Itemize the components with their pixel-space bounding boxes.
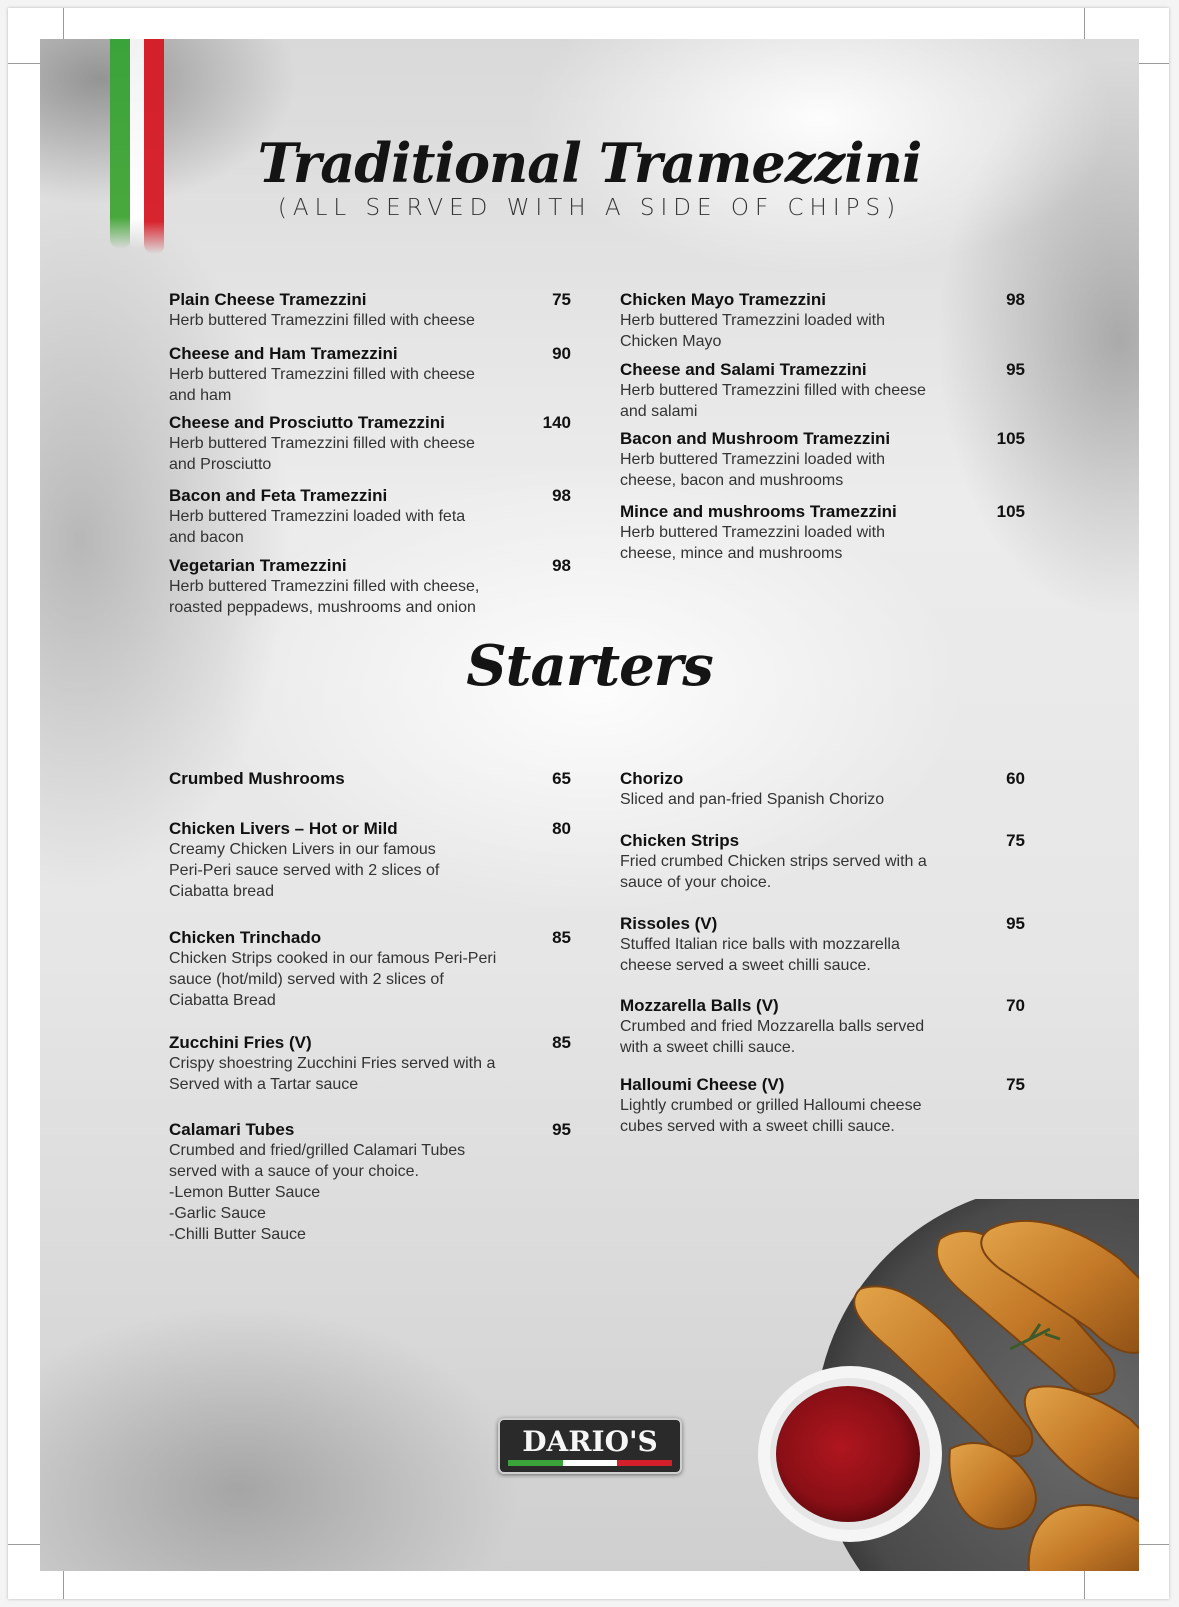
menu-item-price: 75	[552, 290, 571, 309]
menu-item-name: Cheese and Salami Tramezzini	[620, 360, 867, 379]
menu-item-chicken-livers-hot-or-mild	[169, 818, 571, 902]
description-line: cubes served with a sweet chilli sauce.	[620, 1118, 895, 1135]
description-line: Crumbed and fried Mozzarella balls served	[620, 1018, 925, 1035]
menu-item-name: Bacon and Mushroom Tramezzini	[620, 429, 891, 448]
menu-item-price: 80	[552, 819, 571, 838]
menu-item-price: 98	[552, 556, 571, 575]
menu-item-chicken-strips	[620, 830, 1025, 893]
menu-item-description	[169, 310, 571, 331]
menu-item-name: Mince and mushrooms Tramezzini	[620, 502, 897, 521]
menu-item-price: 85	[552, 1033, 571, 1052]
description-line: cheese, mince and mushrooms	[620, 545, 843, 562]
description-line: with a sweet chilli sauce.	[620, 1039, 796, 1056]
description-line: Herb buttered Tramezzini filled with cheese	[169, 435, 475, 452]
darios-logo	[498, 1418, 682, 1474]
menu-item-description	[620, 310, 1025, 352]
menu-item-bacon-and-mushroom-tramezzini	[620, 428, 1025, 491]
menu-item-plain-cheese-tramezzini	[169, 289, 571, 331]
menu-item-zucchini-fries-v	[169, 1032, 571, 1095]
menu-item-name: Zucchini Fries (V)	[169, 1033, 312, 1052]
menu-item-calamari-tubes	[169, 1119, 571, 1245]
starters-title: Starters	[466, 633, 713, 699]
menu-item-header	[620, 501, 1025, 522]
chicken-strips-photo	[730, 1199, 1139, 1571]
menu-item-description	[620, 1016, 1025, 1058]
menu-item-description	[169, 1053, 571, 1095]
menu-item-header	[169, 412, 571, 433]
description-line: Lightly crumbed or grilled Halloumi cheese	[620, 1097, 922, 1114]
description-line: roasted peppadews, mushrooms and onion	[169, 599, 476, 616]
menu-item-name: Halloumi Cheese (V)	[620, 1075, 785, 1094]
description-line: cheese, bacon and mushrooms	[620, 472, 844, 489]
description-line: Stuffed Italian rice balls with mozzarella	[620, 936, 900, 953]
description-line: Herb buttered Tramezzini filled with cheese	[169, 366, 475, 383]
menu-item-description	[620, 789, 1025, 810]
menu-item-description	[169, 576, 571, 618]
description-line: Sliced and pan-fried Spanish Chorizo	[620, 791, 885, 808]
menu-item-name: Chicken Mayo Tramezzini	[620, 290, 826, 309]
menu-item-price: 95	[1006, 360, 1025, 379]
description-line: Chicken Strips cooked in our famous Peri-Peri	[169, 950, 497, 967]
description-line: and bacon	[169, 529, 244, 546]
menu-item-price: 95	[552, 1120, 571, 1139]
description-line: sauce (hot/mild) served with 2 slices of	[169, 971, 444, 988]
description-line: -Lemon Butter Sauce	[169, 1184, 321, 1201]
description-line: Served with a Tartar sauce	[169, 1076, 359, 1093]
menu-item-cheese-and-prosciutto-tramezzini	[169, 412, 571, 475]
description-line: Ciabatta Bread	[169, 992, 276, 1009]
menu-item-header	[169, 1119, 571, 1140]
menu-item-description	[169, 1140, 571, 1245]
menu-item-header	[169, 289, 571, 310]
menu-item-header	[169, 927, 571, 948]
menu-item-header	[620, 830, 1025, 851]
description-line: Herb buttered Tramezzini filled with cheese,	[169, 578, 480, 595]
menu-item-description	[169, 364, 571, 406]
menu-item-header	[620, 913, 1025, 934]
menu-item-description	[169, 948, 571, 1011]
description-line: Herb buttered Tramezzini loaded with	[620, 524, 886, 541]
menu-item-price: 70	[1006, 996, 1025, 1015]
menu-item-halloumi-cheese-v	[620, 1074, 1025, 1137]
menu-item-description	[620, 380, 1025, 422]
menu-item-header	[169, 343, 571, 364]
description-line: Ciabatta bread	[169, 883, 274, 900]
description-line: Herb buttered Tramezzini loaded with	[620, 451, 886, 468]
description-line: Herb buttered Tramezzini loaded with feta	[169, 508, 466, 525]
menu-item-price: 75	[1006, 831, 1025, 850]
menu-item-cheese-and-salami-tramezzini	[620, 359, 1025, 422]
menu-item-header	[169, 818, 571, 839]
description-line: cheese served a sweet chilli sauce.	[620, 957, 871, 974]
menu-item-crumbed-mushrooms	[169, 768, 571, 789]
tramezzini-title: Traditional Tramezzini	[257, 131, 922, 195]
menu-item-name: Rissoles (V)	[620, 914, 718, 933]
menu-item-header	[620, 428, 1025, 449]
menu-item-price: 60	[1006, 769, 1025, 788]
menu-item-header	[620, 289, 1025, 310]
menu-item-description	[620, 522, 1025, 564]
menu-item-name: Plain Cheese Tramezzini	[169, 290, 367, 309]
menu-item-mozzarella-balls-v	[620, 995, 1025, 1058]
menu-item-price: 75	[1006, 1075, 1025, 1094]
menu-item-description	[169, 506, 571, 548]
menu-item-header	[169, 1032, 571, 1053]
menu-page	[40, 39, 1139, 1571]
menu-item-name: Cheese and Ham Tramezzini	[169, 344, 398, 363]
menu-item-price: 90	[552, 344, 571, 363]
description-line: Herb buttered Tramezzini loaded with	[620, 312, 886, 329]
description-line: Herb buttered Tramezzini filled with cheese	[169, 312, 475, 329]
menu-item-chorizo	[620, 768, 1025, 810]
menu-item-name: Chicken Livers – Hot or Mild	[169, 819, 398, 838]
menu-item-description	[169, 433, 571, 475]
menu-item-price: 98	[1006, 290, 1025, 309]
menu-item-price: 140	[542, 413, 571, 432]
logo-flag-bar	[508, 1460, 672, 1466]
menu-item-header	[620, 1074, 1025, 1095]
description-line: -Garlic Sauce	[169, 1205, 266, 1222]
description-line: Crumbed and fried/grilled Calamari Tubes	[169, 1142, 466, 1159]
menu-item-name: Cheese and Prosciutto Tramezzini	[169, 413, 445, 432]
menu-item-description	[620, 1095, 1025, 1137]
description-line: sauce of your choice.	[620, 874, 772, 891]
menu-item-name: Crumbed Mushrooms	[169, 769, 345, 788]
menu-item-description	[620, 449, 1025, 491]
menu-item-description	[169, 839, 571, 902]
menu-item-name: Mozzarella Balls (V)	[620, 996, 779, 1015]
menu-item-name: Calamari Tubes	[169, 1120, 295, 1139]
menu-item-bacon-and-feta-tramezzini	[169, 485, 571, 548]
description-line: Herb buttered Tramezzini filled with cheese	[620, 382, 926, 399]
menu-item-header	[169, 768, 571, 789]
menu-item-chicken-mayo-tramezzini	[620, 289, 1025, 352]
menu-item-name: Chorizo	[620, 769, 684, 788]
menu-item-name: Chicken Trinchado	[169, 928, 322, 947]
description-line: served with a sauce of your choice.	[169, 1163, 419, 1180]
menu-item-name: Vegetarian Tramezzini	[169, 556, 347, 575]
menu-item-chicken-trinchado	[169, 927, 571, 1011]
menu-item-cheese-and-ham-tramezzini	[169, 343, 571, 406]
menu-item-vegetarian-tramezzini	[169, 555, 571, 618]
description-line: Fried crumbed Chicken strips served with a	[620, 853, 927, 870]
menu-item-header	[169, 555, 571, 576]
logo-text: DARIO'S	[522, 1425, 658, 1458]
menu-item-price: 105	[996, 502, 1025, 521]
description-line: Chicken Mayo	[620, 333, 722, 350]
description-line: -Chilli Butter Sauce	[169, 1226, 306, 1243]
menu-item-header	[620, 768, 1025, 789]
menu-item-rissoles-v	[620, 913, 1025, 976]
menu-item-header	[620, 359, 1025, 380]
description-line: Peri-Peri sauce served with 2 slices of	[169, 862, 440, 879]
description-line: and salami	[620, 403, 698, 420]
description-line: Creamy Chicken Livers in our famous	[169, 841, 436, 858]
menu-item-mince-and-mushrooms-tramezzini	[620, 501, 1025, 564]
menu-item-name: Chicken Strips	[620, 831, 740, 850]
menu-item-name: Bacon and Feta Tramezzini	[169, 486, 388, 505]
description-line: and Prosciutto	[169, 456, 272, 473]
menu-item-header	[169, 485, 571, 506]
menu-item-description	[620, 851, 1025, 893]
tramezzini-subtitle: (ALL SERVED WITH A SIDE OF CHIPS)	[277, 195, 902, 221]
menu-item-price: 98	[552, 486, 571, 505]
description-line: Crispy shoestring Zucchini Fries served with a	[169, 1055, 496, 1072]
menu-item-price: 85	[552, 928, 571, 947]
menu-item-price: 105	[996, 429, 1025, 448]
menu-item-price: 65	[552, 769, 571, 788]
menu-item-price: 95	[1006, 914, 1025, 933]
description-line: and ham	[169, 387, 232, 404]
menu-item-description	[620, 934, 1025, 976]
menu-item-header	[620, 995, 1025, 1016]
